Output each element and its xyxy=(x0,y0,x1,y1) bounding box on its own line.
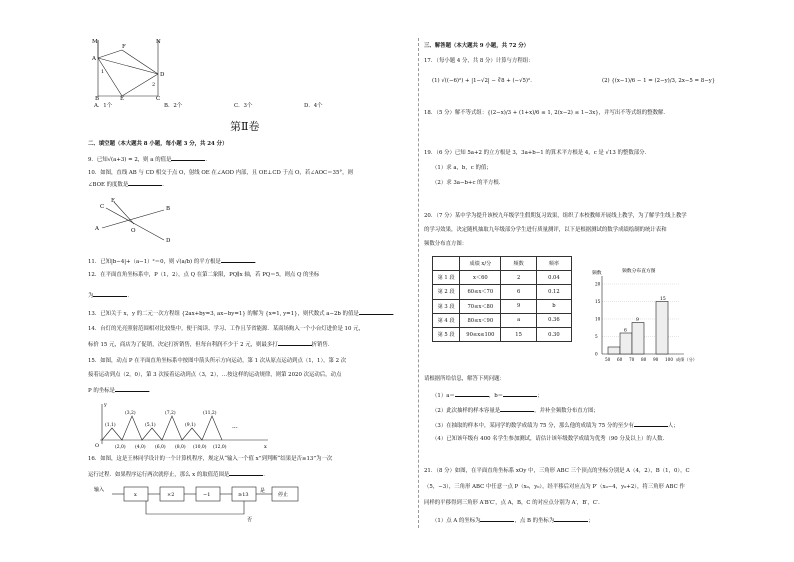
y-axis-label: 频数 xyxy=(592,271,602,276)
fig15-y: y xyxy=(104,402,107,408)
table-cell: x＜60 xyxy=(460,271,501,285)
table-row xyxy=(433,285,572,299)
fig10-label-d: D xyxy=(166,238,171,244)
answer-blank[interactable] xyxy=(278,340,312,346)
fig15-b5: (10,0) xyxy=(193,445,207,450)
table-cell: 0.36 xyxy=(536,313,571,327)
table-row xyxy=(433,271,572,285)
fig10-label-b: B xyxy=(166,206,171,212)
fig10-label-c: C xyxy=(100,204,105,210)
flow-times2: ×2 xyxy=(167,492,175,498)
bar-value-label: 15 xyxy=(660,297,666,302)
answer-blank[interactable] xyxy=(480,516,514,522)
histogram-bar xyxy=(656,302,668,355)
label-e: E xyxy=(120,96,125,102)
q9: 9．已知√(a+3) = 2，则 a 的值是 ． xyxy=(88,157,211,163)
q11: 11．已知|b−4|+（a−1）²＝0，则 √(a/b) 的平方根是 ． xyxy=(88,259,261,265)
q19: 19．（6 分）已知 5a+2 的立方根是 3，3a+b−1 的算术平方根是 4，c 是 √13 的整数部分． xyxy=(424,150,650,156)
fig15-b4: (8,0) xyxy=(175,445,186,450)
q20-note: 请根据所给信息，解答下列问题： xyxy=(424,376,505,382)
label-two: 2 xyxy=(152,82,156,88)
answer-blank[interactable] xyxy=(128,180,162,186)
q16-line2: 运行过程．如果程序运行两次就停止，那么 x 的取值范围是 ． xyxy=(88,472,269,478)
table-cell: 第 4 段 xyxy=(433,313,460,327)
geometry-figure-top xyxy=(90,36,170,100)
histogram-bar xyxy=(608,347,620,354)
table-row xyxy=(433,313,572,327)
label-b: B xyxy=(95,96,100,102)
fig10-label-e: E xyxy=(111,198,116,204)
answer-blank[interactable] xyxy=(115,386,149,392)
x-tick-label: 100 xyxy=(665,357,673,362)
y-tick-label: 20 xyxy=(595,281,601,287)
table-cell: 第 1 段 xyxy=(433,271,460,285)
q13: 13．已知关于 x，y 的二元一次方程组 {2ax+by=3, ax−by=1} 的解为 {x=1, y=1}，则代数式 a−2b 的值是 ． xyxy=(88,311,399,317)
answer-blank[interactable] xyxy=(359,309,393,315)
q21-line2: （5，−3），三角形 ABC 中任意一点 P（x₀，y₀），经平移后对应点为 P′（x₀−4，y₀+2），将三角形 ABC 作 xyxy=(424,484,685,490)
label-f: F xyxy=(122,44,126,50)
label-m: M xyxy=(92,39,98,45)
flow-x: x xyxy=(134,492,137,498)
table-header xyxy=(433,257,460,271)
q14-line2: 标价 15 元，商店为了促销，决定打折销售，但每台利润不少于 2 元，则最多打 折销售． xyxy=(88,342,334,348)
flow-minus1: −1 xyxy=(203,492,211,498)
angle-figure xyxy=(94,196,174,246)
section-2-heading: 二、填空题（本大题共 8 小题，每小题 3 分，共 24 分） xyxy=(88,141,228,147)
choice-c: C．3个 xyxy=(234,103,253,109)
answer-blank[interactable] xyxy=(554,516,588,522)
q18: 18．（5 分）解不等式组：{(2−x)/3 + (1+x)/6 ≤ 1, 2(x−2) ≤ 1−3x}，并写出不等式组的整数解． xyxy=(424,110,669,116)
chart-title: 频数分布直方图 xyxy=(622,269,656,274)
q21-line3: 同样的平移得到三角形 A′B′C′，点 A，B，C 的对应点分别为 A′，B′，C′． xyxy=(424,500,604,506)
table-row xyxy=(433,299,572,313)
q20-part4: （4）已知该年级有 400 名学生参加测试，请估计该年级数学成绩为优秀（90 分及以上）的人数． xyxy=(432,436,668,442)
choice-a: A．1个 xyxy=(94,103,113,109)
fig10-label-o: O xyxy=(131,228,136,234)
frequency-histogram xyxy=(584,266,697,370)
table-header: 成绩 x/分 xyxy=(460,257,501,271)
answer-blank[interactable] xyxy=(503,391,537,397)
motion-path-figure xyxy=(92,400,272,450)
fig15-b2: (4,0) xyxy=(135,445,146,450)
fig15-b1: (2,0) xyxy=(115,445,126,450)
answer-blank[interactable] xyxy=(229,470,263,476)
table-cell: 9 xyxy=(501,299,536,313)
q20-line1: 20．（7 分）某中学为提升该校九年级学生假期复习效果，组织了本校教师开展线上教学，为了解学生线上教学 xyxy=(424,213,687,219)
q10-line1: 10．如图，直线 AB 与 CD 相交于点 O，射线 OE 在∠AOD 内部，且 OE⊥CD 于点 O，若∠AOC＝35°，则 xyxy=(88,170,353,176)
fig15-dots: ··· xyxy=(232,425,238,432)
histogram-bar xyxy=(632,323,644,355)
fig10-label-a: A xyxy=(95,226,99,232)
flow-stop: 停止 xyxy=(278,492,289,498)
table-cell: 60≤x＜70 xyxy=(460,285,501,299)
table-header: 频率 xyxy=(536,257,571,271)
table-cell: 15 xyxy=(501,327,536,341)
q12-line1: 12．在平面直角坐标系中，P（1，2），点 Q 在第二象限，PQ∥x 轴，若 PQ＝5，则点 Q 的坐标 xyxy=(88,272,320,278)
x-tick-label: 50 xyxy=(605,357,611,362)
label-n: N xyxy=(156,39,161,45)
x-tick-label: 70 xyxy=(629,357,635,362)
bar-value-label: 6 xyxy=(624,328,627,334)
x-tick-label: 90 xyxy=(653,357,659,362)
table-cell: 第 3 段 xyxy=(433,299,460,313)
y-tick-label: 5 xyxy=(595,334,598,339)
table-cell: 2 xyxy=(501,271,536,285)
table-cell: 0.04 xyxy=(536,271,571,285)
answer-blank[interactable] xyxy=(500,406,534,412)
table-cell: b xyxy=(536,299,571,313)
answer-blank[interactable] xyxy=(93,291,127,297)
table-header-row xyxy=(433,257,572,271)
fig15-p4: (7,2) xyxy=(165,411,176,416)
fig15-p6: (11,2) xyxy=(203,411,217,416)
q16-line1: 16．如图，这是王林同学设计的一个计算机程序，规定从“输入一个值 x”到判断“结果是否≥13”为一次 xyxy=(88,456,333,462)
choice-d: D．4个 xyxy=(304,103,323,109)
flow-ge13: ≥13 xyxy=(238,492,249,498)
q17-part1: (1) √((−6)²) + |1−√2| − ∛8 + (−√5)²． xyxy=(432,78,536,84)
table-cell: 90≤x≤100 xyxy=(460,327,501,341)
answer-blank[interactable] xyxy=(171,155,205,161)
table-cell: 0.30 xyxy=(536,327,571,341)
q15-line1: 15．如图，动点 P 在平面直角坐标系中按图中箭头所示方向运动，第 1 次从原点运动到点（1，1），第 2 次 xyxy=(88,358,347,364)
y-tick-label: 0 xyxy=(595,351,598,357)
table-cell: 第 2 段 xyxy=(433,285,460,299)
flow-yes: 是 xyxy=(260,488,266,494)
fig15-o: O xyxy=(95,443,100,449)
left-column xyxy=(88,0,418,562)
answer-blank[interactable] xyxy=(455,391,489,397)
table-cell: 第 5 段 xyxy=(433,327,460,341)
q12-line2: 为 ． xyxy=(88,293,133,299)
y-tick-label: 15 xyxy=(595,299,601,304)
q20-line2: 的学习效果，决定随机抽取九年级部分学生进行质量测评，以下是根据测试的数学成绩绘制的统计表和 xyxy=(424,227,667,233)
label-one: 1 xyxy=(101,69,105,75)
fig15-p2: (3,2) xyxy=(125,411,136,416)
fig15-p5: (9,1) xyxy=(185,423,196,428)
program-flowchart xyxy=(92,484,322,526)
q21-line1: 21．（8 分）如图，在平面直角坐标系 xOy 中，三角形 ABC 三个顶点的坐标分别是 A（4，2），B（1，0），C xyxy=(424,468,690,474)
histogram-bar xyxy=(620,333,632,354)
choice-b: B．2个 xyxy=(164,103,183,109)
table-cell: 6 xyxy=(501,285,536,299)
right-column xyxy=(424,0,716,562)
fig15-b6: (12,0) xyxy=(213,445,227,450)
answer-blank[interactable] xyxy=(221,257,255,263)
q14-line1: 14．台灯的光亮照射范围相对比较集中，便于阅读、学习、工作且节省能源．某商场购入一个小台灯进价是 10 元， xyxy=(88,326,364,332)
table-header: 频数 xyxy=(501,257,536,271)
q20-part3: （3）在抽取的样本中，某同学的数学成绩为 75 分，那么他的成绩为 75 分的至少有 人； xyxy=(432,423,679,429)
volume-title: 第Ⅱ卷 xyxy=(230,120,260,133)
x-axis-label: 成绩（分） xyxy=(676,357,697,362)
q19-part1: （1）求 a，b，c 的值； xyxy=(432,165,492,171)
q20-part1: （1）a＝ ，b＝ ； xyxy=(432,393,543,399)
q19-part2: （2）求 3a−b+c 的平方根． xyxy=(432,180,505,186)
label-c: C xyxy=(156,96,161,102)
q10-line2: ∠BOE 的度数是 ． xyxy=(88,182,168,188)
q15-line3: P 的坐标是 ． xyxy=(88,388,155,394)
column-divider xyxy=(418,38,419,528)
answer-blank[interactable] xyxy=(634,421,668,427)
label-a: A xyxy=(92,56,96,62)
q17-part2: (2) {(x−1)/6 − 1 = (2−y)/3, 2x−5 = 8−y} xyxy=(602,78,716,84)
q20-part2: （2）此次抽样的样本容量是 ，并补全频数分布直方图； xyxy=(432,408,599,414)
fig15-p3: (5,1) xyxy=(145,423,156,428)
bar-value-label: 9 xyxy=(636,318,639,323)
q17: 17．（每小题 4 分，共 8 分）计算与方程组： xyxy=(424,58,534,64)
q21-part1: （1）点 A 的坐标为 ，点 B 的坐标为 ； xyxy=(432,518,594,524)
label-d: D xyxy=(160,72,165,78)
x-tick-label: 60 xyxy=(617,357,623,362)
q15-line2: 接着运动到点（2，0），第 3 次接着运动到点（3，2），…按这样的运动规律，则第 2020 次运动后，动点 xyxy=(88,372,342,378)
flow-no: 否 xyxy=(247,517,253,523)
table-cell: 70≤x＜80 xyxy=(460,299,501,313)
frequency-table xyxy=(432,256,572,342)
table-cell: 0.12 xyxy=(536,285,571,299)
section-3-heading: 三、解答题（本大题共 9 小题，共 72 分） xyxy=(424,43,530,49)
fig15-p1: (1,1) xyxy=(105,423,116,428)
fig15-x: x xyxy=(264,444,267,450)
flow-input: 输入 xyxy=(94,487,105,493)
x-tick-label: 80 xyxy=(641,357,647,362)
y-tick-label: 10 xyxy=(595,316,601,322)
table-cell: 80≤x＜90 xyxy=(460,313,501,327)
table-row xyxy=(433,327,572,341)
q20-line3: 频数分布直方图： xyxy=(424,241,468,247)
table-cell: a xyxy=(501,313,536,327)
fig15-b3: (6,0) xyxy=(155,445,166,450)
